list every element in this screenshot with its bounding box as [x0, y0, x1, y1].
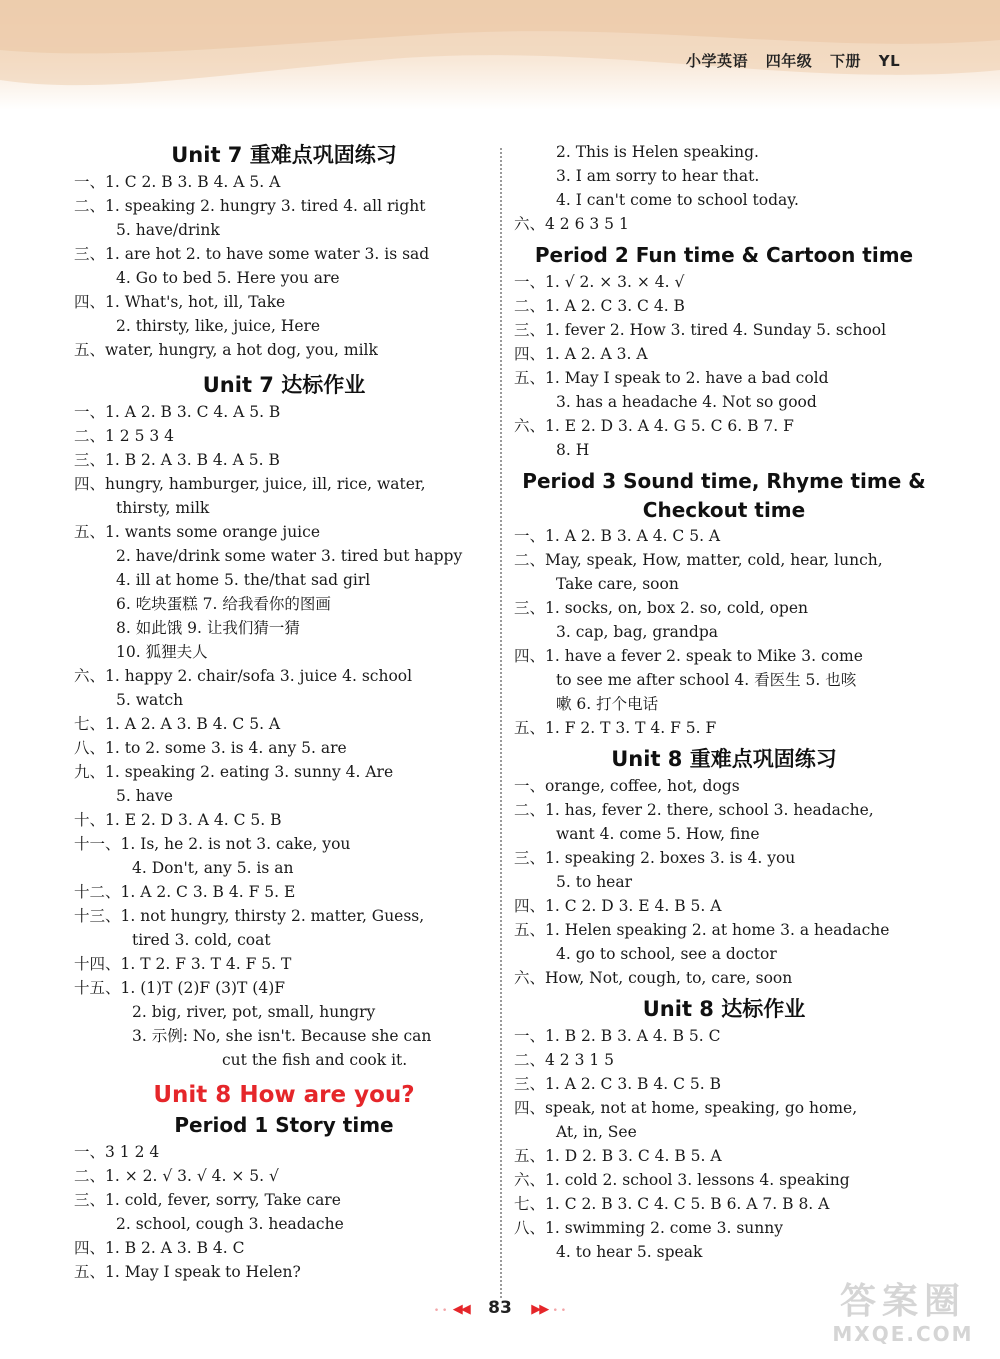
- prev-page-icon[interactable]: ◀◀: [452, 1302, 469, 1317]
- spacer: [74, 362, 494, 370]
- answer-line: 四、hungry, hamburger, juice, ill, rice, water,: [74, 475, 426, 493]
- answer-line: 六、4 2 6 3 5 1: [514, 215, 629, 233]
- unit-title: Unit 8 How are you?: [153, 1082, 415, 1108]
- answer-line-cont: 3. 示例: No, she isn't. Because she can: [132, 1027, 432, 1045]
- answer-line-cont: cut the fish and cook it.: [222, 1051, 408, 1069]
- answer-line: 五、1. Helen speaking 2. at home 3. a headache: [514, 921, 890, 939]
- answer-line: 五、water, hungry, a hot dog, you, milk: [74, 341, 378, 359]
- answer-line: 六、1. happy 2. chair/sofa 3. juice 4. school: [74, 667, 413, 685]
- answer-line: 四、1. A 2. A 3. A: [514, 345, 648, 363]
- answer-line: 一、1. A 2. B 3. A 4. C 5. A: [514, 527, 721, 545]
- column-divider: [500, 148, 502, 1298]
- answer-line: 六、1. E 2. D 3. A 4. G 5. C 6. B 7. F: [514, 417, 794, 435]
- answer-line-cont: 2. big, river, pot, small, hungry: [132, 1003, 376, 1021]
- answer-line: 四、1. B 2. A 3. B 4. C: [74, 1239, 245, 1257]
- answer-line: 五、1. wants some orange juice: [74, 523, 320, 541]
- answer-line-cont: 10. 狐狸夫人: [116, 643, 208, 661]
- book-info: [686, 50, 912, 71]
- watermark: [818, 1281, 988, 1351]
- answer-line-cont: 3. has a headache 4. Not so good: [556, 393, 817, 411]
- answer-line: 五、1. D 2. B 3. C 4. B 5. A: [514, 1147, 722, 1165]
- grade-label: 四年级: [765, 52, 813, 70]
- answer-line: 十三、1. not hungry, thirsty 2. matter, Guess,: [74, 907, 425, 925]
- answer-line: 五、1. May I speak to Helen?: [74, 1263, 301, 1281]
- answer-line: 五、1. May I speak to 2. have a bad cold: [514, 369, 829, 387]
- answer-line-cont: Take care, soon: [556, 575, 679, 593]
- answer-line: 十一、1. Is, he 2. is not 3. cake, you: [74, 835, 351, 853]
- answer-line: 三、1. cold, fever, sorry, Take care: [74, 1191, 341, 1209]
- answer-line: 四、1. have a fever 2. speak to Mike 3. come: [514, 647, 863, 665]
- answer-line: 十、1. E 2. D 3. A 4. C 5. B: [74, 811, 282, 829]
- answer-line-cont: 嗽 6. 打个电话: [556, 695, 659, 713]
- answer-line-cont: 5. have: [116, 787, 173, 805]
- answer-line-cont: 4. Don't, any 5. is an: [132, 859, 294, 877]
- answer-line-cont: to see me after school 4. 看医生 5. 也咳: [556, 671, 857, 689]
- answer-line: 一、3 1 2 4: [74, 1143, 160, 1161]
- answer-line: 九、1. speaking 2. eating 3. sunny 4. Are: [74, 763, 394, 781]
- answer-line: 十二、1. A 2. C 3. B 4. F 5. E: [74, 883, 296, 901]
- answer-line: 二、1. has, fever 2. there, school 3. headache,: [514, 801, 874, 819]
- answer-line-cont: 6. 吃块蛋糕 7. 给我看你的图画: [116, 595, 331, 613]
- answer-line-cont: 4. to hear 5. speak: [556, 1243, 703, 1261]
- answer-line-cont: 4. I can't come to school today.: [556, 191, 799, 209]
- answer-line: 三、1. are hot 2. to have some water 3. is sad: [74, 245, 430, 263]
- answer-line: 七、1. A 2. A 3. B 4. C 5. A: [74, 715, 281, 733]
- answer-line: 三、1. speaking 2. boxes 3. is 4. you: [514, 849, 796, 867]
- answer-line-cont: 8. 如此饿 9. 让我们猜一猜: [116, 619, 300, 637]
- period-heading: Period 1 Story time: [174, 1113, 394, 1137]
- answer-line: 三、1. fever 2. How 3. tired 4. Sunday 5. school: [514, 321, 887, 339]
- answer-line-cont: 8. H: [556, 441, 590, 459]
- edition-label: YL: [878, 52, 901, 70]
- subject-label: 小学英语: [686, 52, 749, 70]
- left-column: [74, 140, 494, 1284]
- section-heading: Unit 7 达标作业: [202, 373, 366, 397]
- period-heading: Period 3 Sound time, Rhyme time &: [522, 469, 926, 493]
- answer-line-cont: thirsty, milk: [116, 499, 210, 517]
- answer-line: 一、1. C 2. B 3. B 4. A 5. A: [74, 173, 281, 191]
- answer-line: 二、May, speak, How, matter, cold, hear, lunch,: [514, 551, 883, 569]
- answer-line: 二、4 2 3 1 5: [514, 1051, 615, 1069]
- answer-line-cont: At, in, See: [556, 1123, 637, 1141]
- answer-line: 四、1. C 2. D 3. E 4. B 5. A: [514, 897, 722, 915]
- footer-dots-left: • •: [433, 1306, 448, 1316]
- answer-line: 二、1. A 2. C 3. C 4. B: [514, 297, 685, 315]
- answer-line: 八、1. swimming 2. come 3. sunny: [514, 1219, 783, 1237]
- watermark-url: MXQE.COM: [832, 1322, 974, 1346]
- answer-line-cont: 5. watch: [116, 691, 184, 709]
- answer-line: 五、1. F 2. T 3. T 4. F 5. F: [514, 719, 717, 737]
- answer-line: 七、1. C 2. B 3. C 4. C 5. B 6. A 7. B 8. A: [514, 1195, 830, 1213]
- answer-line-cont: 2. This is Helen speaking.: [556, 143, 759, 161]
- right-column: [514, 140, 934, 1264]
- answer-line: 二、1. × 2. √ 3. √ 4. × 5. √: [74, 1167, 279, 1185]
- answer-line-cont: want 4. come 5. How, fine: [556, 825, 760, 843]
- answer-line-cont: 4. Go to bed 5. Here you are: [116, 269, 340, 287]
- answer-line: 二、1 2 5 3 4: [74, 427, 175, 445]
- answer-line: 三、1. B 2. A 3. B 4. A 5. B: [74, 451, 280, 469]
- answer-line-cont: 4. ill at home 5. the/that sad girl: [116, 571, 371, 589]
- page-number: 83: [488, 1298, 512, 1318]
- spacer: [74, 1072, 494, 1080]
- watermark-logo-text: 答案圈: [839, 1281, 966, 1322]
- section-heading: Unit 8 重难点巩固练习: [611, 747, 837, 771]
- period-heading: Period 2 Fun time & Cartoon time: [534, 243, 914, 267]
- answer-line: 四、speak, not at home, speaking, go home,: [514, 1099, 858, 1117]
- answer-line-cont: tired 3. cold, coat: [132, 931, 271, 949]
- answer-line-cont: 3. I am sorry to hear that.: [556, 167, 760, 185]
- next-page-icon[interactable]: ▶▶: [531, 1302, 548, 1317]
- footer-dots-right: • •: [552, 1306, 567, 1316]
- answer-line-cont: 2. have/drink some water 3. tired but happy: [116, 547, 463, 565]
- answer-line: 二、1. speaking 2. hungry 3. tired 4. all right: [74, 197, 426, 215]
- answer-line: 一、1. B 2. B 3. A 4. B 5. C: [514, 1027, 721, 1045]
- answer-line-cont: 3. cap, bag, grandpa: [556, 623, 718, 641]
- answer-line: 三、1. A 2. C 3. B 4. C 5. B: [514, 1075, 721, 1093]
- volume-label: 下册: [830, 52, 862, 70]
- section-heading: Unit 8 达标作业: [642, 997, 806, 1021]
- answer-line: 一、orange, coffee, hot, dogs: [514, 777, 740, 795]
- answer-line: 四、1. What's, hot, ill, Take: [74, 293, 286, 311]
- answer-line: 三、1. socks, on, box 2. so, cold, open: [514, 599, 808, 617]
- answer-line: 十五、1. (1)T (2)F (3)T (4)F: [74, 979, 286, 997]
- answer-line-cont: 2. school, cough 3. headache: [116, 1215, 344, 1233]
- answer-line: 六、How, Not, cough, to, care, soon: [514, 969, 793, 987]
- answer-line: 六、1. cold 2. school 3. lessons 4. speaking: [514, 1171, 850, 1189]
- answer-line: 一、1. A 2. B 3. C 4. A 5. B: [74, 403, 281, 421]
- period-heading-cont: Checkout time: [642, 498, 806, 522]
- section-heading: Unit 7 重难点巩固练习: [171, 143, 397, 167]
- answer-line-cont: 5. to hear: [556, 873, 633, 891]
- answer-line-cont: 5. have/drink: [116, 221, 220, 239]
- answer-line: 十四、1. T 2. F 3. T 4. F 5. T: [74, 955, 292, 973]
- answer-line-cont: 4. go to school, see a doctor: [556, 945, 777, 963]
- answer-line: 八、1. to 2. some 3. is 4. any 5. are: [74, 739, 347, 757]
- answer-line: 一、1. √ 2. × 3. × 4. √: [514, 273, 685, 291]
- answer-line-cont: 2. thirsty, like, juice, Here: [116, 317, 321, 335]
